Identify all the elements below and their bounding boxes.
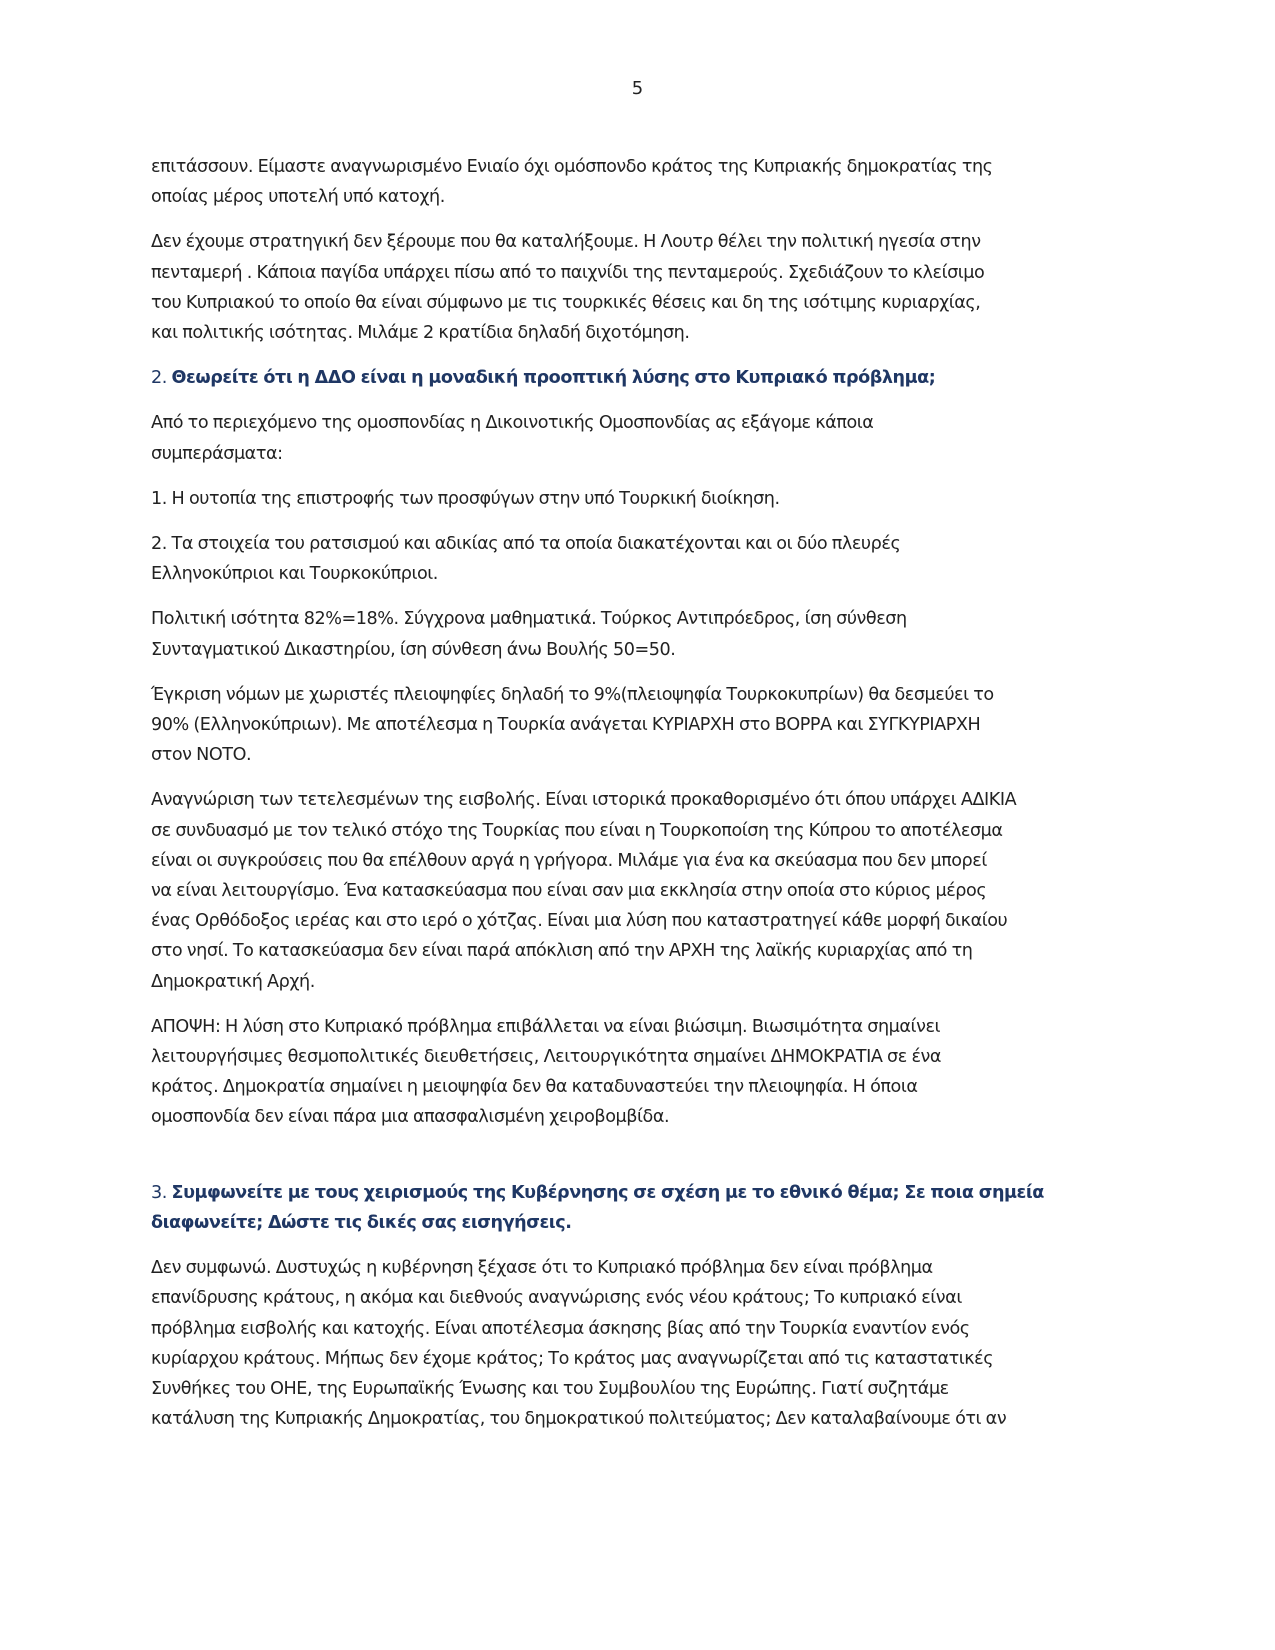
question-text: διαφωνείτε; Δώστε τις δικές σας εισηγήσεις.: [151, 1212, 572, 1233]
text-line: λειτουργήσιμες θεσμοπολιτικές διευθετήσεις, Λειτουργικότητα σημαίνει ΔΗΜΟΚΡΑΤΙΑ σε ένα: [151, 1047, 942, 1068]
text-line: Δεν συμφωνώ. Δυστυχώς η κυβέρνηση ξέχασε ότι το Κυπριακό πρόβλημα δεν είναι πρόβλημα: [151, 1258, 933, 1279]
body-paragraph: [151, 680, 1131, 771]
text-line: Δεν έχουμε στρατηγική δεν ξέρουμε που θα καταλήξουμε. Η Λουτρ θέλει την πολιτική ηγεσία στην: [151, 232, 981, 253]
text-line: κυρίαρχου κράτους. Μήπως δεν έχομε κράτος; Το κράτος μας αναγνωρίζεται από τις καταστατικές: [151, 1348, 994, 1369]
text-line: Συνθήκες του ΟΗΕ, της Ευρωπαϊκής Ένωσης και του Συμβουλίου της Ευρώπης. Γιατί συζητάμε: [151, 1378, 949, 1399]
text-line: να είναι λειτουργίσμο. Ένα κατασκεύασμα που είναι σαν μια εκκλησία στην οποία στο κύριος μέρος: [151, 881, 987, 902]
text-line: ομοσπονδία δεν είναι πάρα μια απασφαλισμένη χειροβομβίδα.: [151, 1107, 670, 1128]
heading-line: [151, 363, 1131, 393]
text-line: του Κυπριακού το οποίο θα είναι σύμφωνο με τις τουρκικές θέσεις και δη της ισότιμης κυριαρχίας,: [151, 292, 981, 313]
body-paragraph: [151, 785, 1131, 996]
question-heading: [151, 1178, 1131, 1238]
text-line: Αναγνώριση των τετελεσμένων της εισβολής. Είναι ιστορικά προκαθορισμένο ότι όπου υπάρχει ΑΔΙΚΙΑ: [151, 790, 1017, 811]
text-line: επιτάσσουν. Είμαστε αναγνωρισμένο Ενιαίο όχι ομόσπονδο κράτος της Κυπριακής δημοκρατίας της: [151, 157, 993, 177]
question-number: 2.: [151, 368, 172, 389]
text-line: στο νησί. Το κατασκεύασμα δεν είναι παρά απόκλιση από την ΑΡΧΗ της λαϊκής κυριαρχίας από τη: [151, 941, 973, 962]
text-line: Έγκριση νόμων με χωριστές πλειοψηφίες δηλαδή το 9%(πλειοψηφία Τουρκοκυπρίων) θα δεσμεύει το: [151, 684, 994, 705]
text-line: στον ΝΟΤΟ.: [151, 745, 252, 766]
text-line: κατάλυση της Κυπριακής Δημοκρατίας, του δημοκρατικού πολιτεύματος; Δεν καταλαβαίνουμε ότι αν: [151, 1409, 1007, 1430]
body-paragraph: [151, 152, 1131, 212]
text-line: είναι οι συγκρούσεις που θα επέλθουν αργά η γρήγορα. Μιλάμε για ένα κα σκεύασμα που δεν μπορεί: [151, 850, 987, 871]
text-line: Δημοκρατική Αρχή.: [151, 971, 315, 992]
text-line: ΑΠΟΨΗ: Η λύση στο Κυπριακό πρόβλημα επιβάλλεται να είναι βιώσιμη. Βιωσιμότητα σημαίνει: [151, 1016, 941, 1037]
text-line: οποίας μέρος υποτελή υπό κατοχή.: [151, 187, 445, 208]
document-body: [151, 152, 1131, 1449]
body-paragraph: [151, 529, 1131, 589]
text-line: επανίδρυσης κράτους, η ακόμα και διεθνούς αναγνώρισης ενός νέου κράτους; Το κυπριακό είναι: [151, 1288, 962, 1309]
text-line: 90% (Ελληνοκύπριων). Με αποτέλεσμα η Τουρκία ανάγεται ΚΥΡΙΑΡΧΗ στο ΒΟΡΡΑ και ΣΥΓΚΥΡΙΑΡΧΗ: [151, 715, 981, 736]
text-line: πρόβλημα εισβολής και κατοχής. Είναι αποτέλεσμα άσκησης βίας από την Τουρκία εναντίον ενός: [151, 1318, 970, 1339]
body-paragraph: [151, 484, 1131, 514]
heading-line: [151, 1178, 1131, 1208]
text-line: Από το περιεχόμενο της ομοσπονδίας η Δικοινοτικής Ομοσπονδίας ας εξάγομε κάποια: [151, 413, 874, 434]
page-number: 5: [631, 78, 644, 99]
text-line: κράτος. Δημοκρατία σημαίνει η μειοψηφία δεν θα καταδυναστεύει την πλειοψηφία. Η όποια: [151, 1077, 918, 1098]
question-text: Συμφωνείτε με τους χειρισμούς της Κυβέρνησης σε σχέση με το εθνικό θέμα; Σε ποια σημεία: [171, 1182, 1044, 1203]
question-number: 3.: [151, 1182, 172, 1203]
body-paragraph: [151, 1012, 1131, 1133]
text-line: σε συνδυασμό με τον τελικό στόχο της Τουρκίας που είναι η Τουρκοποίση της Κύπρου το αποτέλεσμα: [151, 820, 1003, 841]
heading-line: [151, 1208, 1131, 1238]
section-spacer: [151, 1148, 1131, 1178]
text-line: και πολιτικής ισότητας. Μιλάμε 2 κρατίδια δηλαδή διχοτόμηση.: [151, 323, 690, 344]
text-line: Πολιτική ισότητα 82%=18%. Σύγχρονα μαθηματικά. Τούρκος Αντιπρόεδρος, ίση σύνθεση: [151, 609, 907, 630]
question-heading: [151, 363, 1131, 393]
text-line: 2. Τα στοιχεία του ρατσισμού και αδικίας από τα οποία διακατέχονται και οι δύο πλευρές: [151, 534, 901, 555]
text-line: Ελληνοκύπριοι και Τουρκοκύπριοι.: [151, 564, 438, 585]
text-line: συμπεράσματα:: [151, 443, 283, 464]
question-text: Θεωρείτε ότι η ΔΔΟ είναι η μοναδική προοπτική λύσης στο Κυπριακό πρόβλημα;: [171, 368, 936, 389]
body-paragraph: [151, 604, 1131, 664]
text-line: 1. Η ουτοπία της επιστροφής των προσφύγων στην υπό Τουρκική διοίκηση.: [151, 488, 780, 509]
text-line: ένας Ορθόδοξος ιερέας και στο ιερό ο χότζας. Είναι μια λύση που καταστρατηγεί κάθε μορφή δικαίου: [151, 911, 1008, 932]
body-paragraph: [151, 1253, 1131, 1434]
body-paragraph: [151, 408, 1131, 468]
body-paragraph: [151, 227, 1131, 348]
text-line: Συνταγματικού Δικαστηρίου, ίση σύνθεση άνω Βουλής 50=50.: [151, 639, 676, 660]
text-line: πενταμερή . Κάποια παγίδα υπάρχει πίσω από το παιχνίδι της πενταμερούς. Σχεδιάζουν το κλείσιμο: [151, 262, 985, 283]
